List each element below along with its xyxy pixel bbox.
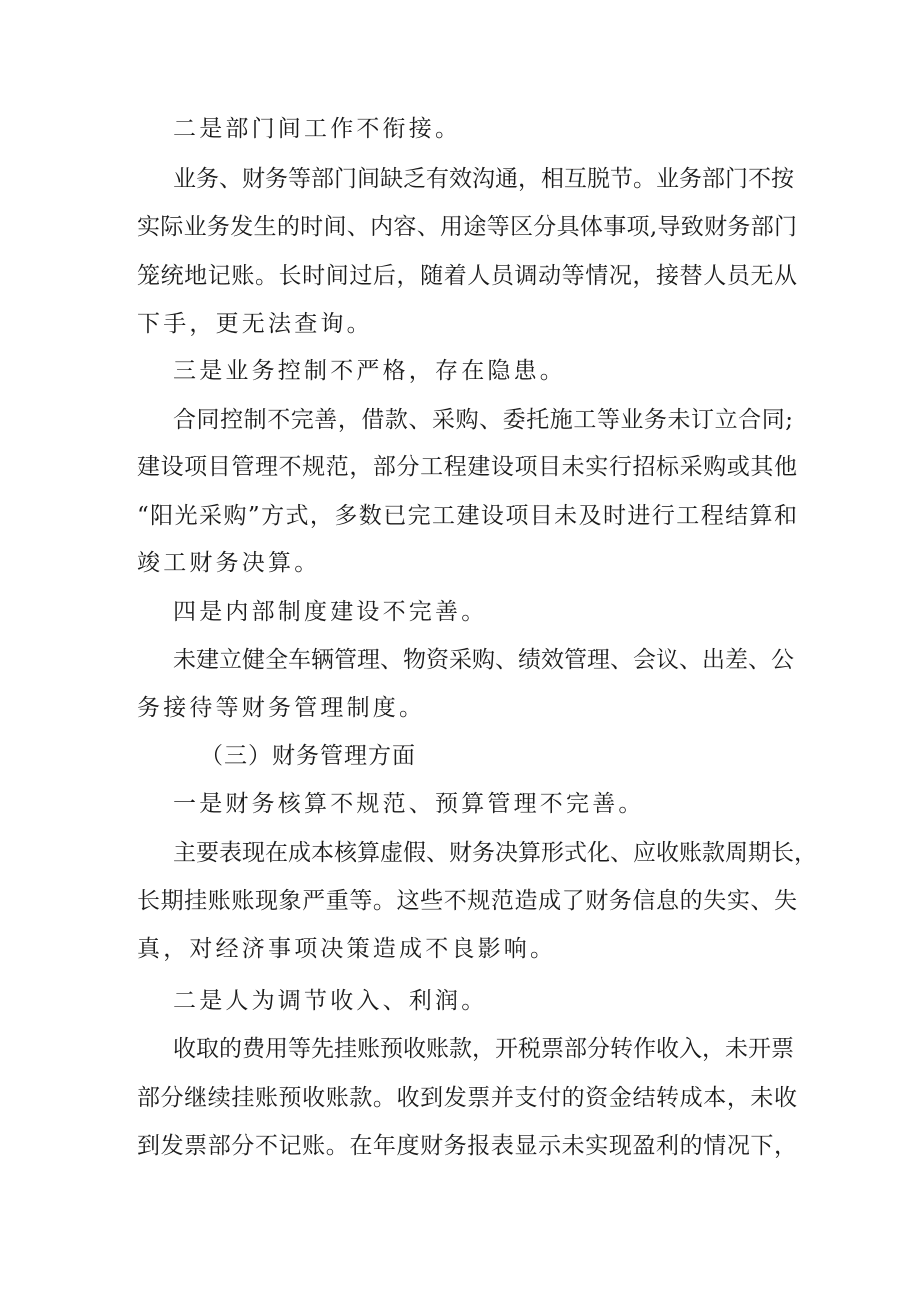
paragraph-line-9: “阳光采购”方式，多数已完工建设项目未及时进行工程结算和 [137,503,797,529]
heading-line-19: 二是人为调节收入、利润。 [173,988,488,1014]
paragraph-line-13: 务接待等财务管理制度。 [137,695,426,721]
heading-line-15: 一是财务核算不规范、预算管理不完善。 [173,791,645,817]
paragraph-line-10: 竣工财务决算。 [137,550,321,576]
paragraph-line-22: 到发票部分不记账。在年度财务报表显示未实现盈利的情况下， [137,1133,797,1159]
paragraph-line-20: 收取的费用等先挂账预收账款，开税票部分转作收入，未开票 [173,1036,794,1062]
paragraph-line-21: 部分继续挂账预收账款。收到发票并支付的资金结转成本，未收 [137,1085,797,1111]
paragraph-line-5: 下手，更无法查询。 [137,311,373,337]
section-heading: （三）财务管理方面 [200,743,416,769]
paragraph-line-18: 真，对经济事项决策造成不良影响。 [137,936,557,962]
paragraph-line-16: 主要表现在成本核算虚假、财务决算形式化、应收账款周期长， [173,840,817,866]
paragraph-line-4: 笼统地记账。长时间过后，随着人员调动等情况，接替人员无从 [137,263,797,289]
paragraph-line-17: 长期挂账账现象严重等。这些不规范造成了财务信息的失实、失 [137,888,797,914]
heading-line-11: 四是内部制度建设不完善。 [173,599,488,625]
paragraph-line-7: 合同控制不完善，借款、采购、委托施工等业务未订立合同; [173,407,793,433]
paragraph-line-2: 业务、财务等部门间缺乏有效沟通，相互脱节。业务部门不按 [173,166,794,192]
paragraph-line-12: 未建立健全车辆管理、物资采购、绩效管理、会议、出差、公 [173,647,794,673]
paragraph-line-8: 建设项目管理不规范，部分工程建设项目未实行招标采购或其他 [137,454,797,480]
heading-line-6: 三是业务控制不严格，存在隐患。 [173,358,566,384]
heading-line-1: 二是部门间工作不衔接。 [173,116,462,142]
paragraph-line-3: 实际业务发生的时间、内容、用途等区分具体事项,导致财务部门 [137,214,797,240]
